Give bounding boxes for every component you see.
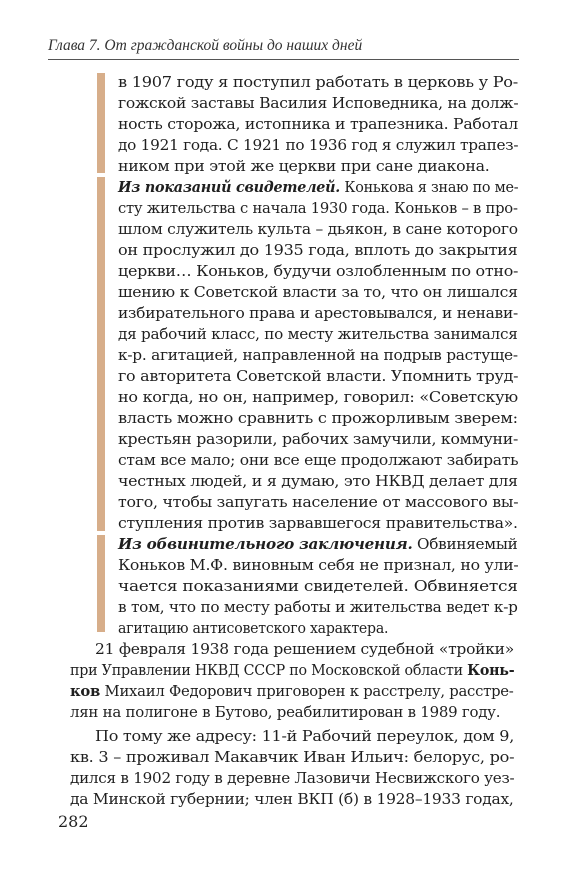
quote-line: сту жительства с начала 1930 года. Коньков – в про-: [118, 199, 518, 217]
quote-line: в 1907 году я поступил работать в церковь у Ро-: [118, 73, 518, 91]
quote-line: власть можно сравнить с прожорливым зверем:: [118, 409, 518, 427]
indictment-heading: Из обвинительного заключения.: [118, 535, 413, 553]
quote-line: шлом служитель культа – дьякон, в сане которого: [118, 220, 518, 238]
quote-bar-3: [97, 535, 105, 632]
quote-line: [118, 535, 518, 554]
quote-line: агитацию антисоветского характера.: [118, 619, 389, 637]
quote-line: избирательного права и арестовывался, и ненави-: [118, 304, 518, 322]
body-line: 21 февраля 1938 года решением судебной «тройки»: [95, 640, 514, 658]
quote-bar-2: [97, 177, 105, 531]
body-line: кв. 3 – проживал Макавчик Иван Ильич: белорус, ро-: [70, 748, 515, 766]
quote-line: дя рабочий класс, по месту жительства занимался: [118, 325, 518, 343]
quote-text: Обвиняемый: [412, 535, 518, 553]
quote-line: до 1921 года. С 1921 по 1936 год я служил трапез-: [118, 136, 519, 154]
body-line: дился в 1902 году в деревне Лазовичи Несвижского уез-: [70, 769, 515, 787]
quote-line: честных людей, и я думаю, это НКВД делает для: [118, 472, 518, 490]
body-text: Михаил Федорович приговорен к расстрелу, расстре-: [100, 682, 514, 700]
quote-line: стам все мало; они все еще продолжают забирать: [118, 451, 519, 469]
quote-line: ступления против зарвавшегося правительства».: [118, 514, 518, 532]
quote-line: он прослужил до 1935 года, вплоть до закрытия: [118, 241, 518, 259]
page-number: 282: [58, 812, 89, 831]
person-name: ков: [70, 682, 101, 700]
quote-line: ность сторожа, истопника и трапезника. Работал: [118, 115, 518, 133]
running-head: Глава 7. От гражданской войны до наших дней: [48, 37, 363, 54]
quote-line: того, чтобы запугать население от массового вы-: [118, 493, 519, 511]
quote-line: гожской заставы Василия Исповедника, на долж-: [118, 94, 519, 112]
body-line: По тому же адресу: 11-й Рабочий переулок, дом 9,: [95, 727, 515, 745]
quote-line: но когда, но он, например, говорил: «Советскую: [118, 388, 518, 406]
quote-bar-1: [97, 73, 105, 173]
witness-heading: Из показаний свидетелей.: [118, 178, 341, 196]
quote-line: крестьян разорили, рабочих замучили, коммуни-: [118, 430, 519, 448]
quote-line: го авторитета Советской власти. Упомнить труд-: [118, 367, 519, 385]
body-line: [70, 661, 514, 680]
quote-line: [118, 178, 518, 197]
body-line: лян на полигоне в Бутово, реабилитирован в 1989 году.: [70, 703, 501, 721]
quote-line: к-р. агитацией, направленной на подрыв растуще-: [118, 346, 518, 364]
body-line: [70, 682, 514, 701]
quote-text: Конькова я знаю по ме-: [340, 178, 519, 196]
body-text: при Управлении НКВД СССР по Московской области: [70, 661, 468, 679]
body-line: да Минской губернии; член ВКП (б) в 1928–1933 годах,: [70, 790, 514, 808]
quote-line: шению к Советской власти за то, что он лишался: [118, 283, 518, 301]
quote-line: церкви… Коньков, будучи озлобленным по отно-: [118, 262, 519, 280]
person-name: Конь-: [467, 661, 515, 679]
quote-line: в том, что по месту работы и жительства ведет к-р: [118, 598, 518, 616]
quote-line: чается показаниями свидетелей. Обвиняется: [118, 577, 518, 595]
quote-line: Коньков М.Ф. виновным себя не признал, но ули-: [118, 556, 519, 574]
header-rule: [48, 59, 519, 60]
quote-line: ником при этой же церкви при сане диакона.: [118, 157, 490, 175]
